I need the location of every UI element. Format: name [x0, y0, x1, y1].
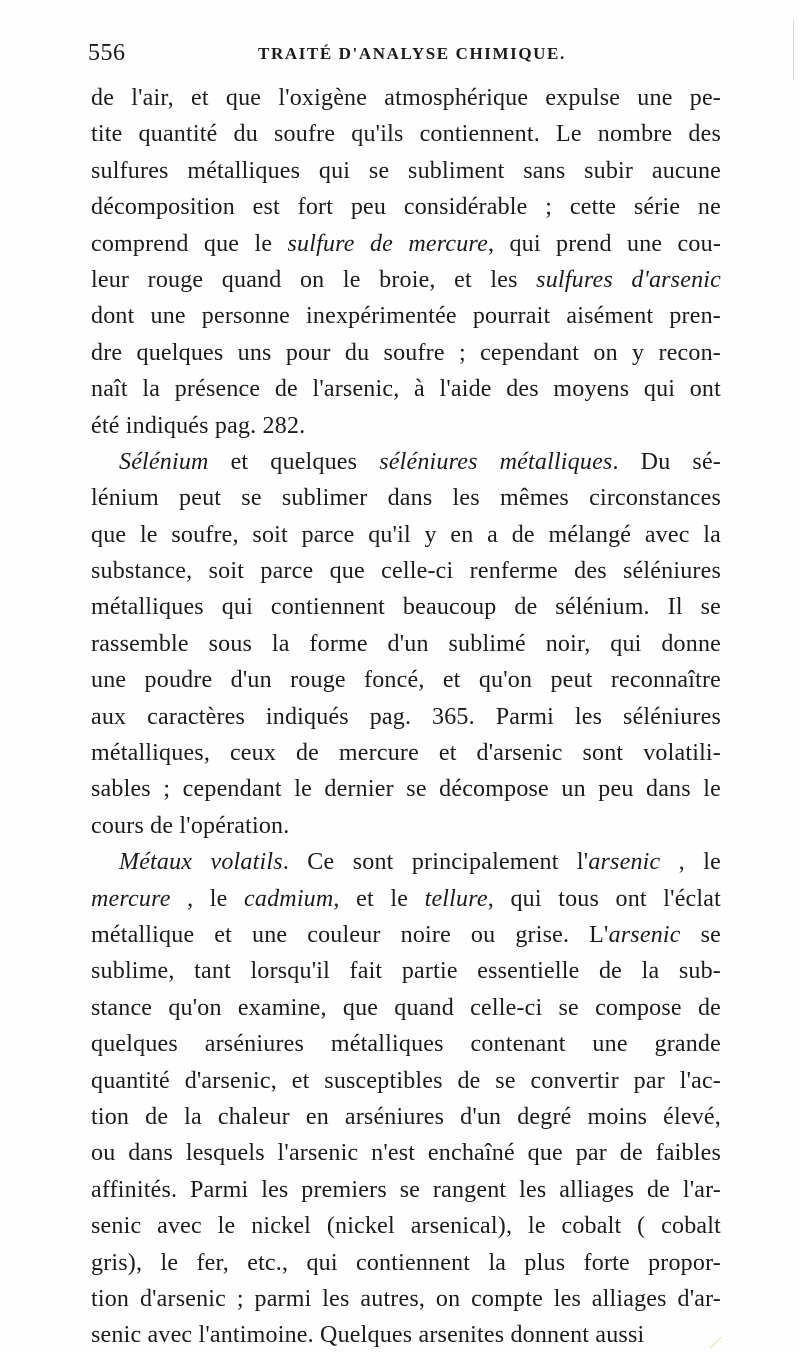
italic-term: séléniures métalliques	[379, 448, 613, 475]
italic-term: sulfures d'arsenic	[536, 266, 721, 293]
text-line: naît la présence de l'arsenic, à l'aide des moyens qui ont	[91, 376, 721, 403]
text-line: quelques arséniures métalliques contenant une grande	[91, 1031, 721, 1058]
italic-term: mercure	[91, 885, 171, 912]
text-line: cours de l'opération.	[91, 812, 290, 839]
text-segment: , le	[170, 885, 245, 912]
text-line: dont une personne inexpérimentée pourrait aisément pren-	[91, 303, 721, 330]
running-head: TRAITÉ D'ANALYSE CHIMIQUE.	[258, 44, 566, 63]
text-line: dre quelques uns pour du soufre ; cependant on y recon-	[91, 339, 721, 366]
text-line: lénium peut se sublimer dans les mêmes circonstances	[91, 485, 721, 512]
text-segment: comprend que le	[91, 230, 288, 257]
text-line: sables ; cependant le dernier se décompose un peu dans le	[91, 776, 721, 803]
text-line	[91, 444, 721, 480]
text-line: tion d'arsenic ; parmi les autres, on compte les alliages d'ar-	[91, 1285, 721, 1312]
text-line: affinités. Parmi les premiers se rangent les alliages de l'ar-	[91, 1176, 721, 1203]
italic-term: sulfure de mercure	[287, 230, 488, 257]
text-segment: , et le	[333, 885, 425, 912]
text-segment: . Du sé-	[612, 448, 721, 475]
page-number: 556	[88, 40, 126, 66]
text-segment: , qui prend une cou-	[487, 230, 722, 257]
text-line: senic avec l'antimoine. Quelques arsenites donnent aussi	[91, 1322, 645, 1349]
text-line: décomposition est fort peu considérable ; cette série ne	[91, 194, 721, 221]
text-line: tion de la chaleur en arséniures d'un degré moins élevé,	[91, 1103, 721, 1130]
text-line: que le soufre, soit parce qu'il y en a de mélangé avec la	[91, 521, 721, 548]
text-line: tite quantité du soufre qu'ils contiennent. Le nombre des	[91, 121, 721, 148]
text-line	[91, 917, 721, 953]
page-edge-divider	[793, 20, 794, 80]
italic-term: Sélénium	[119, 448, 209, 475]
text-segment: leur rouge quand on le broie, et les	[91, 266, 537, 293]
text-line: quantité d'arsenic, et susceptibles de se convertir par l'ac-	[91, 1067, 721, 1094]
text-line: sublime, tant lorsqu'il fait partie essentielle de la sub-	[91, 958, 721, 985]
text-line	[91, 844, 721, 880]
text-segment: et quelques	[208, 448, 380, 475]
text-line: métalliques, ceux de mercure et d'arsenic sont volatili-	[91, 740, 721, 767]
text-segment: . Ce sont principalement l'	[282, 849, 589, 876]
text-line	[91, 226, 721, 262]
text-line: rassemble sous la forme d'un sublimé noir, qui donne	[91, 630, 721, 657]
text-line	[91, 881, 721, 917]
italic-term: arsenic	[588, 849, 661, 876]
text-line: métalliques qui contiennent beaucoup de sélénium. Il se	[91, 594, 721, 621]
italic-term: Métaux volatils	[119, 849, 283, 876]
italic-term: cadmium	[244, 885, 334, 912]
text-line: aux caractères indiqués pag. 365. Parmi les séléniures	[91, 703, 721, 730]
body-text	[91, 80, 721, 1354]
text-segment: se	[680, 921, 722, 948]
italic-term: arsenic	[608, 921, 681, 948]
text-segment: métallique et une couleur noire ou grise. L'	[91, 921, 609, 948]
text-line: été indiqués pag. 282.	[91, 412, 306, 439]
text-line: stance qu'on examine, que quand celle-ci se compose de	[91, 994, 721, 1021]
text-line: gris), le fer, etc., qui contiennent la plus forte propor-	[91, 1249, 721, 1276]
italic-term: tellure	[424, 885, 488, 912]
text-segment: , qui tous ont l'éclat	[487, 885, 721, 912]
text-line: substance, soit parce que celle-ci renferme des séléniures	[91, 558, 721, 585]
text-line: de l'air, et que l'oxigène atmosphérique expulse une pe-	[91, 85, 721, 111]
text-line: ou dans lesquels l'arsenic n'est enchaîné que par de faibles	[91, 1140, 721, 1167]
text-line	[91, 262, 721, 298]
text-segment: , le	[660, 849, 721, 876]
text-line: une poudre d'un rouge foncé, et qu'on peut reconnaître	[91, 667, 721, 694]
page-header	[88, 40, 728, 80]
text-line: sulfures métalliques qui se subliment sans subir aucune	[91, 157, 721, 184]
text-line: senic avec le nickel (nickel arsenical), le cobalt ( cobalt	[91, 1213, 721, 1240]
